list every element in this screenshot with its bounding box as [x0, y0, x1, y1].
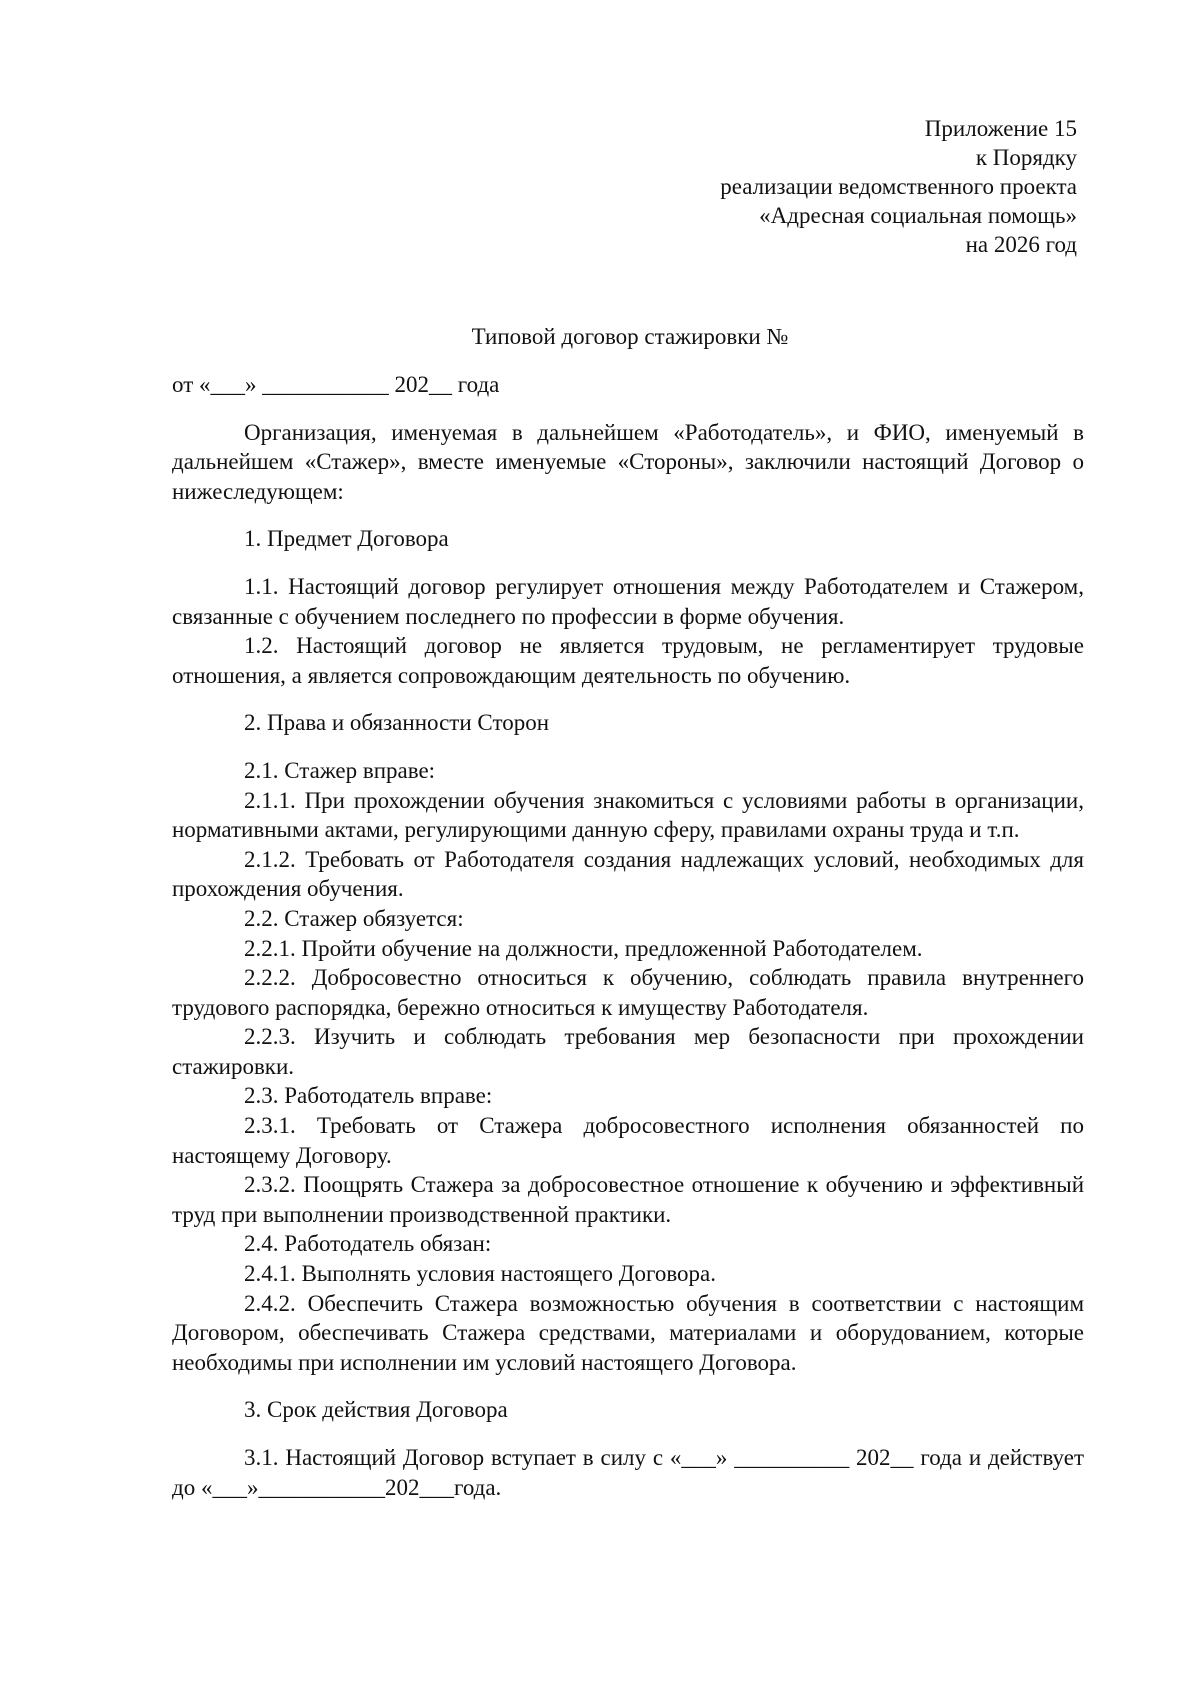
clause-2-1-2: 2.1.2. Требовать от Работодателя создания надлежащих условий, необходимых для прохождения обучения. [172, 846, 1084, 902]
clause-2-1-1: 2.1.1. При прохождении обучения знакомиться с условиями работы в организации, нормативными актами, регулирующими данную сферу, правилами охраны труда и т.п. [172, 787, 1084, 843]
appendix-line-4: «Адресная социальная помощь» [759, 203, 1077, 228]
section-2-heading: 2. Права и обязанности Сторон [244, 710, 549, 736]
contract-date-line: от «___» ___________ 202__ года [172, 372, 500, 397]
appendix-line-5: на 2026 год [965, 232, 1077, 257]
clause-2-1: 2.1. Стажер вправе: [244, 757, 436, 783]
appendix-header [720, 114, 1077, 259]
clause-2-3: 2.3. Работодатель вправе: [244, 1083, 493, 1109]
clause-1-2: 1.2. Настоящий договор не является трудовым, не регламентирует трудовые отношения, а является сопровождающим деятельность по обучению. [172, 633, 1084, 688]
clause-3-1: 3.1. Настоящий Договор вступает в силу с «___» __________ 202__ года и действует до «___»___________202___года. [172, 1445, 1084, 1500]
document-title: Типовой договор стажировки № [471, 324, 789, 349]
clause-2-4-2: 2.4.2. Обеспечить Стажера возможностью обучения в соответствии с настоящим Договором, обеспечивать Стажера средствами, материалами и оборудованием, которые необходимы при исполнении им условий настоящего Договора. [172, 1290, 1084, 1375]
clause-2-4-1: 2.4.1. Выполнять условия настоящего Договора. [244, 1261, 716, 1287]
appendix-line-1: Приложение 15 [924, 116, 1077, 141]
clause-2-2: 2.2. Стажер обязуется: [244, 905, 464, 931]
document-body [172, 370, 1084, 1502]
appendix-line-2: к Порядку [975, 145, 1077, 170]
clause-1-1: 1.1. Настоящий договор регулирует отношения между Работодателем и Стажером, связанные с обучением последнего по профессии в форме обучения. [172, 573, 1084, 629]
clause-2-2-3: 2.2.3. Изучить и соблюдать требования мер безопасности при прохождении стажировки. [172, 1024, 1084, 1079]
intro-paragraph: Организация, именуемая в дальнейшем «Работодатель», и ФИО, именуемый в дальнейшем «Стажер», вместе именуемые «Стороны», заключили настоящий Договор о нижеследующем: [172, 419, 1084, 504]
clause-2-3-1: 2.3.1. Требовать от Стажера добросовестного исполнения обязанностей по настоящему Договору. [172, 1113, 1084, 1168]
clause-2-2-1: 2.2.1. Пройти обучение на должности, предложенной Работодателем. [244, 935, 923, 961]
clause-2-2-2: 2.2.2. Добросовестно относиться к обучению, соблюдать правила внутреннего трудового распорядка, бережно относиться к имуществу Работодателя. [172, 965, 1084, 1020]
clause-2-4: 2.4. Работодатель обязан: [244, 1231, 492, 1257]
section-1-heading: 1. Предмет Договора [244, 526, 449, 552]
clause-2-3-2: 2.3.2. Поощрять Стажера за добросовестное отношение к обучению и эффективный труд при выполнении производственной практики. [172, 1172, 1084, 1227]
appendix-line-3: реализации ведомственного проекта [720, 174, 1077, 199]
section-3-heading: 3. Срок действия Договора [244, 1397, 508, 1423]
